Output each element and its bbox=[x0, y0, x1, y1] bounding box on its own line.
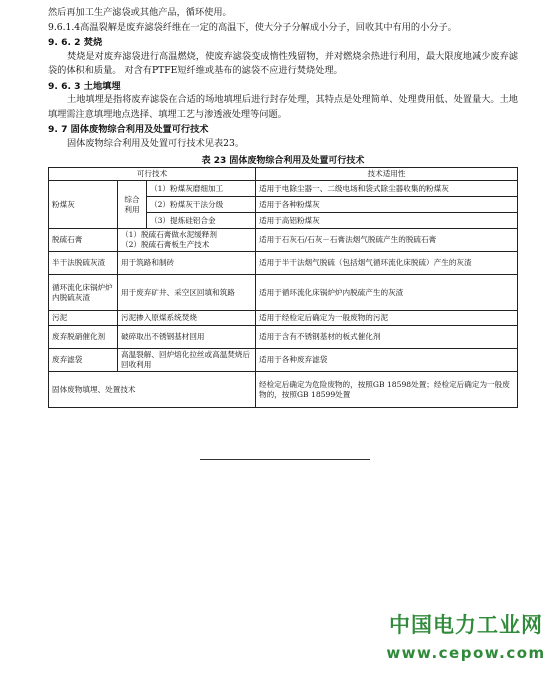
cell-applicability: 经检定后确定为危险废物的，按照GB 18598处置；经检定后确定为一般废物的，按照GB 18599处置 bbox=[256, 372, 518, 408]
cell-applicability: 适用于石灰石/石灰－石膏法烟气脱硫产生的脱硫石膏 bbox=[256, 229, 518, 252]
cell-tech: 破碎取出不锈钢基材回用 bbox=[118, 326, 256, 349]
cell-applicability: 适用于含有不锈钢基材的板式催化剂 bbox=[256, 326, 518, 349]
table-row bbox=[49, 311, 518, 326]
footnote-divider bbox=[200, 459, 370, 460]
header-feasible-tech: 可行技术 bbox=[49, 168, 256, 181]
cell-tech: （1）粉煤灰磨细加工 bbox=[147, 181, 256, 197]
cell-comprehensive-use: 综合利用 bbox=[118, 181, 147, 229]
watermark-url: www.cepow.com bbox=[386, 644, 546, 662]
paragraph-recycle-end: 然后再加工生产滤袋或其他产品，循环使用。 bbox=[48, 7, 232, 18]
cell-landfill-tech: 固体废物填埋、处置技术 bbox=[49, 372, 256, 408]
cell-applicability: 适用于各种废弃滤袋 bbox=[256, 349, 518, 372]
cell-tech: （3）提炼硅铝合金 bbox=[147, 213, 256, 229]
cell-applicability: 适用于半干法烟气脱硫（包括烟气循环流化床脱硫）产生的灰渣 bbox=[256, 252, 518, 275]
watermark-title: 中国电力工业网 bbox=[389, 613, 543, 637]
cell-tech: 污泥掺入原煤系统焚烧 bbox=[118, 311, 256, 326]
site-watermark bbox=[376, 609, 556, 662]
table-row bbox=[49, 181, 518, 197]
cell-applicability: 适用于电除尘器一、二级电场和袋式除尘器收集的粉煤灰 bbox=[256, 181, 518, 197]
cell-applicability: 适用于高铝粉煤灰 bbox=[256, 213, 518, 229]
table-header-row bbox=[49, 168, 518, 181]
solid-waste-table bbox=[48, 167, 518, 408]
cell-tech: 高温裂解、回炉熔化拉丝或高温焚烧后回收利用 bbox=[118, 349, 256, 372]
cell-waste: 循环流化床锅炉炉内脱硫灰渣 bbox=[49, 275, 118, 311]
cell-applicability: 适用于各种粉煤灰 bbox=[256, 197, 518, 213]
paragraph-table-ref: 固体废物综合利用及处置可行技术见表23。 bbox=[67, 137, 245, 149]
table-row bbox=[49, 326, 518, 349]
cell-waste: 半干法脱硫灰渣 bbox=[49, 252, 118, 275]
header-applicability: 技术适用性 bbox=[256, 168, 518, 181]
table-row bbox=[49, 349, 518, 372]
table-row bbox=[49, 275, 518, 311]
cell-tech: （2）粉煤灰干法分级 bbox=[147, 197, 256, 213]
cell-tech: 用于筑路和制砖 bbox=[118, 252, 256, 275]
paragraph-pyrolysis: 9.6.1.4高温裂解是废弃滤袋纤维在一定的高温下，使大分子分解成小分子，回收其中有用的小分子。 bbox=[48, 21, 457, 33]
table-row bbox=[49, 372, 518, 408]
paragraph-landfill: 土地填埋是指将废弃滤袋在合适的场地填埋后进行封存处理，其特点是处理简单、处理费用低、处置量大。土地填埋需注意填埋地点选择、填埋工艺与渗透液处理等问题。 bbox=[48, 94, 518, 120]
heading-solid-waste: 9. 7 固体废物综合利用及处置可行技术 bbox=[48, 124, 209, 135]
table-caption: 表 23 固体废物综合利用及处置可行技术 bbox=[201, 156, 365, 166]
cell-tech: （1）脱硫石膏做水泥缓释剂 （2）脱硫石膏板生产技术 bbox=[118, 229, 256, 252]
heading-incineration: 9. 6. 2 焚烧 bbox=[48, 37, 103, 48]
cell-waste-fly-ash: 粉煤灰 bbox=[49, 181, 118, 229]
cell-waste: 污泥 bbox=[49, 311, 118, 326]
table-row bbox=[49, 229, 518, 252]
cell-waste: 废弃脱硝催化剂 bbox=[49, 326, 118, 349]
cell-applicability: 适用于经检定后确定为一般废物的污泥 bbox=[256, 311, 518, 326]
cell-waste: 废弃滤袋 bbox=[49, 349, 118, 372]
cell-applicability: 适用于循环流化床锅炉炉内脱硫产生的灰渣 bbox=[256, 275, 518, 311]
cell-waste: 脱硫石膏 bbox=[49, 229, 118, 252]
cell-tech: 用于废弃矿井、采空区回填和筑路 bbox=[118, 275, 256, 311]
table-row bbox=[49, 252, 518, 275]
document-page bbox=[48, 6, 518, 408]
heading-landfill: 9. 6. 3 土地填埋 bbox=[48, 80, 121, 92]
paragraph-incineration: 焚烧是对废弃滤袋进行高温燃烧，使废弃滤袋变成惰性残留物，并对燃烧余热进行利用，最大限度地减少废弃滤袋的体积和质量。 对含有PTFE短纤维或基布的滤袋不应进行焚烧处理。 bbox=[48, 50, 518, 76]
